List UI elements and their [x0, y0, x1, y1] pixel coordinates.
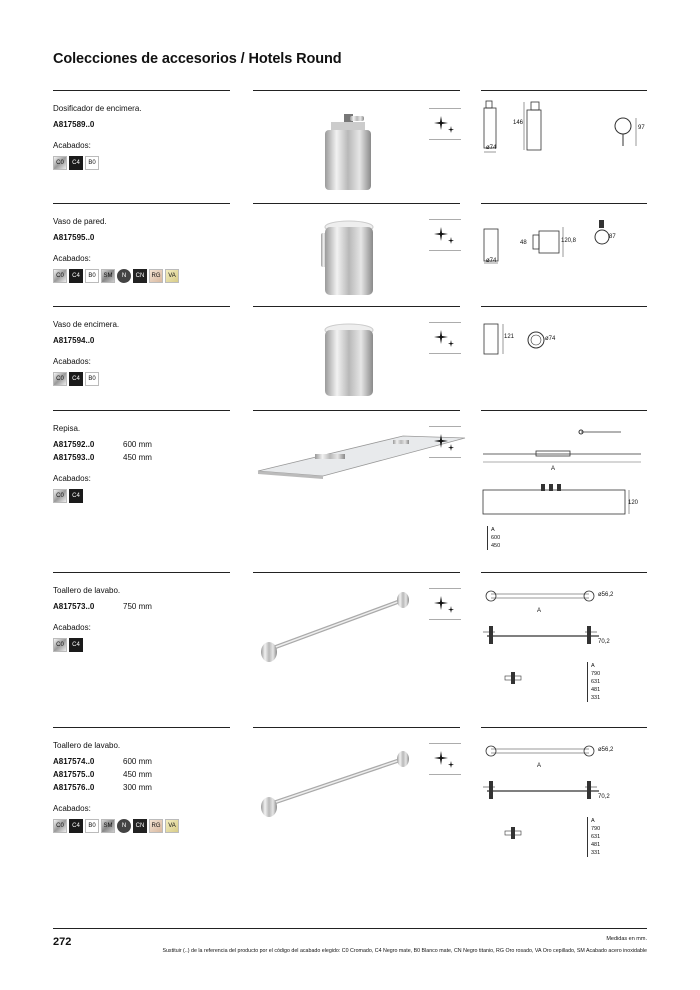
divider	[53, 90, 230, 91]
footnote: Sustituir (..) de la referencia del producto por el código del acabado elegido: C0 Cromado, C4 Negro mate, B0 Blanco mate, CN Negro titanio, RG Oro rosado, VA Oro cepillado, SM Acabado acero inoxidable	[162, 948, 647, 954]
dimension-value: 631	[591, 834, 601, 840]
dimension-value: 481	[591, 842, 601, 848]
finish-swatches	[53, 269, 238, 283]
divider	[481, 90, 647, 91]
dimension-value: 331	[591, 695, 601, 701]
dimension-label: 70,2	[598, 794, 610, 800]
finish-swatches	[53, 372, 238, 386]
dimension-label: 146	[513, 120, 524, 126]
dimension-value: A	[591, 663, 595, 669]
finish-swatch: C4	[69, 489, 83, 503]
product-size: 600 mm	[123, 440, 152, 449]
dimension-value: 790	[591, 671, 601, 677]
finish-swatch: C4	[69, 638, 83, 652]
dimension-label: ø56,2	[598, 592, 614, 598]
dimension-value: A	[591, 818, 595, 824]
product-name: Dosificador de encimera.	[53, 104, 142, 113]
technical-drawing	[481, 320, 647, 360]
technical-drawing	[481, 586, 647, 696]
finish-swatch: C4	[69, 156, 83, 170]
footer-divider	[53, 928, 647, 929]
dimension-table	[587, 662, 600, 702]
ref-row	[53, 757, 238, 766]
dimension-value: A	[491, 527, 495, 533]
finishes-label: Acabados:	[53, 357, 91, 366]
product-ref: A817575..0	[53, 770, 95, 779]
chrome-finish-icon	[429, 219, 461, 251]
dimension-table	[587, 817, 600, 857]
dimension-label: A	[551, 466, 556, 472]
dimension-value: 481	[591, 687, 601, 693]
divider	[253, 203, 460, 204]
page-number: 272	[53, 936, 72, 948]
product-ref: A817594..0	[53, 336, 95, 345]
finishes-label: Acabados:	[53, 141, 91, 150]
ref-row	[53, 440, 238, 449]
ref-row	[53, 770, 238, 779]
divider	[481, 203, 647, 204]
finish-swatch: C0	[53, 269, 67, 283]
finishes-label: Acabados:	[53, 804, 91, 813]
finish-swatch: C4	[69, 269, 83, 283]
product-size: 450 mm	[123, 453, 152, 462]
finish-swatch: RG	[149, 269, 163, 283]
dimension-value: 450	[491, 543, 501, 549]
finish-swatch: C0	[53, 156, 67, 170]
dimension-label: 120,8	[561, 238, 577, 244]
divider	[53, 203, 230, 204]
product-ref: A817593..0	[53, 453, 95, 462]
dimension-label: ø74	[486, 258, 497, 264]
finish-swatch: C0	[53, 819, 67, 833]
units-note: Medidas en mm.	[606, 936, 647, 942]
product-section-vaso-pared	[53, 203, 647, 303]
product-size: 750 mm	[123, 602, 152, 611]
dimension-label: ø74	[545, 336, 556, 342]
product-name: Repisa.	[53, 424, 81, 433]
finish-swatch: C0	[53, 638, 67, 652]
product-ref: A817576..0	[53, 783, 95, 792]
finish-swatch: RG	[149, 819, 163, 833]
finish-swatch: SM	[101, 819, 115, 833]
product-name: Vaso de encimera.	[53, 320, 120, 329]
finish-swatches	[53, 489, 238, 503]
divider	[253, 410, 460, 411]
finishes-label: Acabados:	[53, 254, 91, 263]
finish-swatch: B0	[85, 372, 99, 386]
product-size: 450 mm	[123, 770, 152, 779]
divider	[53, 572, 230, 573]
dimension-table	[487, 526, 500, 550]
dimension-label: 121	[504, 334, 515, 340]
chrome-finish-icon	[429, 588, 461, 620]
product-ref: A817592..0	[53, 440, 95, 449]
dimension-label: 120	[628, 500, 639, 506]
technical-drawing	[481, 426, 647, 536]
finish-swatch: VA	[165, 819, 179, 833]
finish-swatch: SM	[101, 269, 115, 283]
finish-swatches	[53, 156, 238, 170]
divider	[481, 572, 647, 573]
technical-drawing	[481, 98, 647, 158]
product-ref: A817595..0	[53, 233, 95, 242]
page-title: Colecciones de accesorios / Hotels Round	[53, 51, 342, 67]
dimension-label: ø56,2	[598, 747, 614, 753]
divider	[53, 727, 230, 728]
finish-swatch: C0	[53, 372, 67, 386]
ref-row	[53, 453, 238, 462]
ref-row	[53, 783, 238, 792]
chrome-finish-icon	[429, 743, 461, 775]
dimension-value: 600	[491, 535, 501, 541]
dimension-label: 48	[520, 240, 527, 246]
finishes-label: Acabados:	[53, 623, 91, 632]
product-size: 300 mm	[123, 783, 152, 792]
finish-swatches	[53, 819, 238, 833]
divider	[53, 306, 230, 307]
product-name: Toallero de lavabo.	[53, 586, 121, 595]
divider	[253, 306, 460, 307]
dimension-value: 631	[591, 679, 601, 685]
finish-swatch: N	[117, 819, 131, 833]
divider	[481, 306, 647, 307]
product-name: Toallero de lavabo.	[53, 741, 121, 750]
product-section-vaso-encimera	[53, 306, 647, 406]
divider	[481, 410, 647, 411]
product-section-repisa	[53, 410, 647, 560]
divider	[53, 410, 230, 411]
dimension-label: A	[537, 763, 542, 769]
finish-swatches	[53, 638, 238, 652]
product-section-toallero-750	[53, 572, 647, 722]
finish-swatch: CN	[133, 819, 147, 833]
finish-swatch: N	[117, 269, 131, 283]
chrome-finish-icon	[429, 322, 461, 354]
dimension-label: ø74	[486, 145, 497, 151]
product-section-toallero-600	[53, 727, 647, 877]
technical-drawing	[481, 741, 647, 851]
dimension-value: 331	[591, 850, 601, 856]
dimension-label: 97	[638, 125, 645, 131]
dimension-label: 87	[609, 234, 616, 240]
finish-swatch: C4	[69, 819, 83, 833]
finish-swatch: C4	[69, 372, 83, 386]
dimension-value: 790	[591, 826, 601, 832]
finish-swatch: CN	[133, 269, 147, 283]
divider	[253, 90, 460, 91]
ref-row	[53, 602, 238, 611]
product-ref: A817589..0	[53, 120, 95, 129]
finish-swatch: B0	[85, 156, 99, 170]
finish-swatch: C0	[53, 489, 67, 503]
product-ref: A817574..0	[53, 757, 95, 766]
dimension-label: 70,2	[598, 639, 610, 645]
divider	[253, 572, 460, 573]
product-name: Vaso de pared.	[53, 217, 107, 226]
divider	[481, 727, 647, 728]
chrome-finish-icon	[429, 108, 461, 140]
finishes-label: Acabados:	[53, 474, 91, 483]
finish-swatch: VA	[165, 269, 179, 283]
product-section-dosificador	[53, 90, 647, 200]
chrome-finish-icon	[429, 426, 461, 458]
finish-swatch: B0	[85, 269, 99, 283]
divider	[253, 727, 460, 728]
product-ref: A817573..0	[53, 602, 95, 611]
finish-swatch: B0	[85, 819, 99, 833]
product-size: 600 mm	[123, 757, 152, 766]
dimension-label: A	[537, 608, 542, 614]
